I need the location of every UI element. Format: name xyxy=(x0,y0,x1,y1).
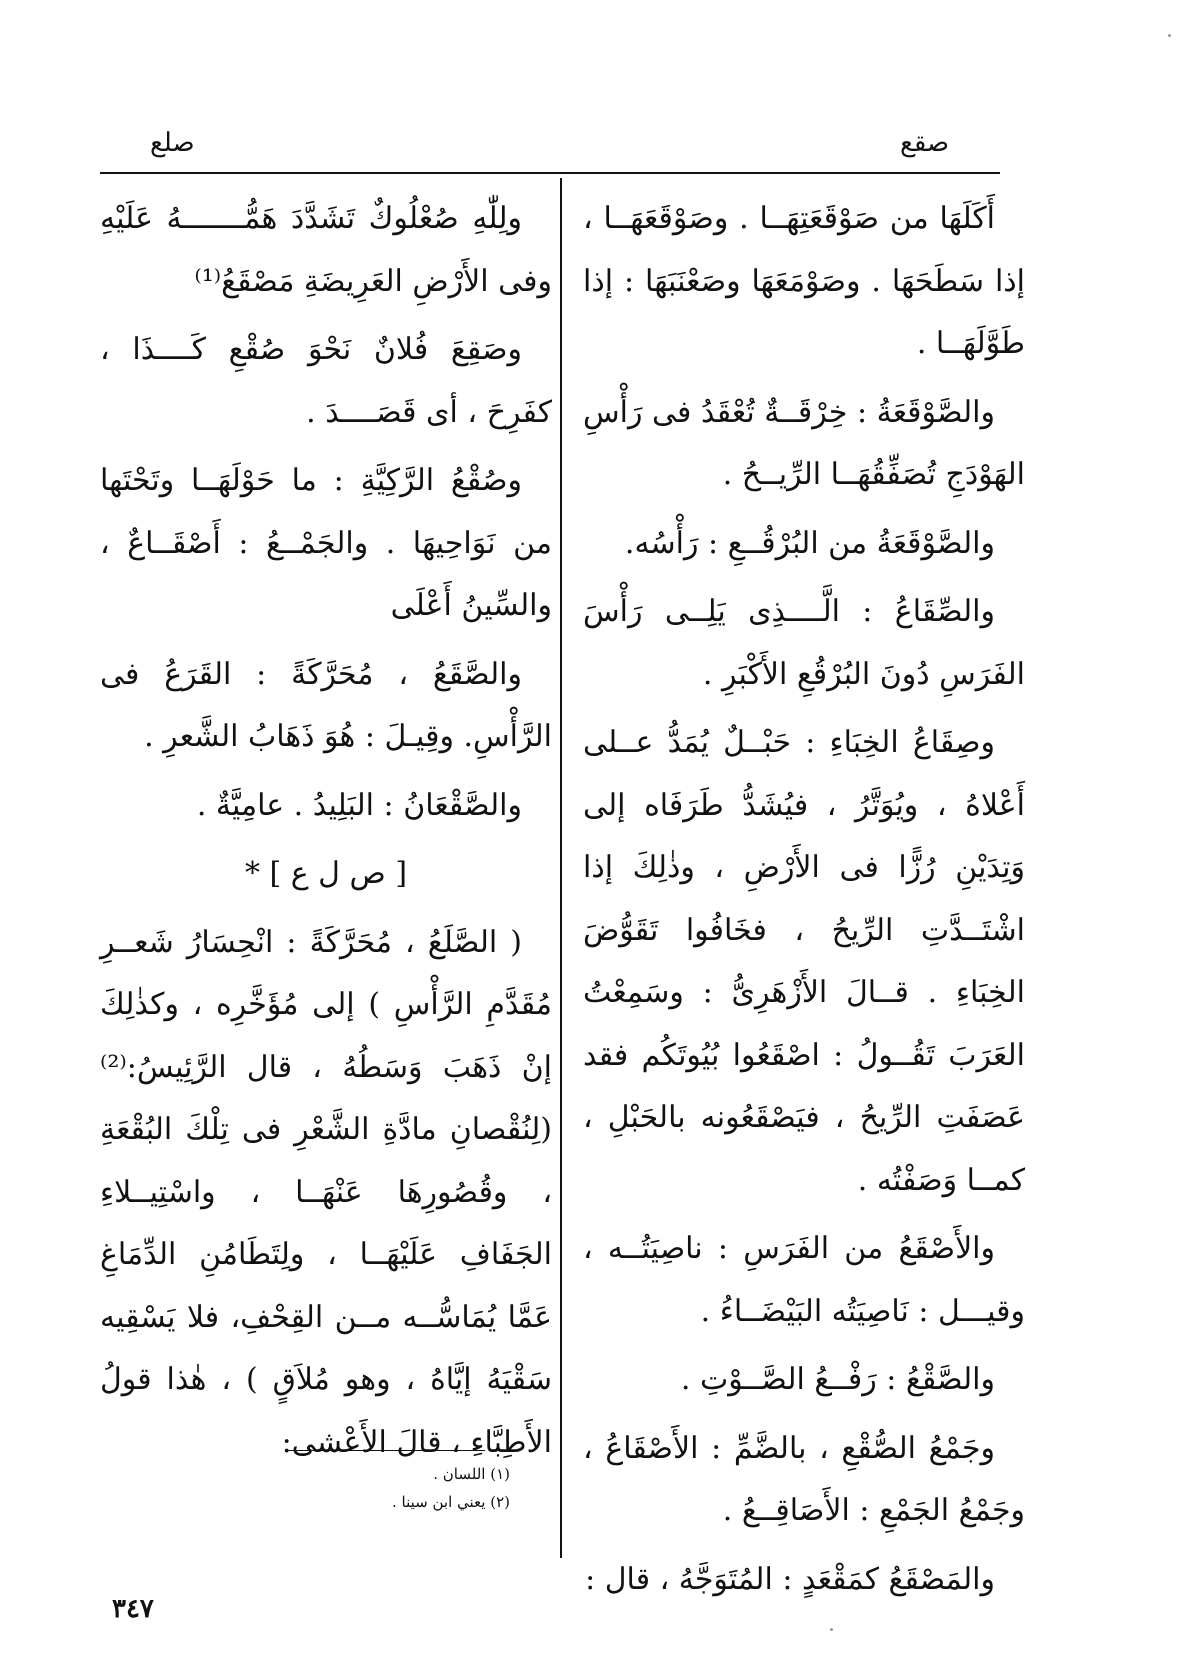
page-number: ٣٤٧ xyxy=(112,1594,154,1624)
right-paragraph: والمَصْقَعُ كمَقْعَدٍ : المُتَوَجَّهُ ، قال : xyxy=(585,1561,995,1597)
right-column xyxy=(583,188,1025,1617)
verse-line: ولِلّٰهِ صُعْلُوكٌ تَشَدَّدَ هَمُّـــــــهُ عَلَيْهِ وفى الأَرْضِ العَرِيضَةِ مَصْقَعُ⁽¹⁾ xyxy=(100,201,552,299)
left-paragraph: والصَّقْعَانُ : البَلِيدُ . عامِيَّةٌ . xyxy=(196,787,522,823)
right-paragraph: والصَّوْقَعَةُ : خِرْقَــةٌ تُعْقَدُ فى رَأْسِ الهَوْدَجِ تُصَفِّقُهَــا الرِّيــحُ . xyxy=(583,394,1025,492)
left-column xyxy=(100,188,552,1480)
right-paragraph: والصَّقْعُ : رَفْــعُ الصَّــوْتِ . xyxy=(680,1362,995,1397)
left-paragraph: ( الصَّلَعُ ، مُحَرَّكَةً : انْحِسَارُ شَعــرِ مُقَدَّمِ الرَّأْسِ ) إلى مُؤَخَّرِه ، وكذٰلِكَ إنْ ذَهَبَ وَسَطُهُ ، قال الرَّئِيسُ:⁽²⁾ (لِنُقْصانِ مادَّةِ الشَّعْرِ فى تِلْكَ البُقْعَةِ ، وقُصُورِهَا عَنْهَــا ، واسْتِيــلاءِ الجَفَافِ عَلَيْهَــا ، ولِتَطَامُنِ الدِّمَاغِ عَمَّا يُمَاسُّــه مــن القِحْفِ، فلا يَسْقِيه سَقْيَهُ إيَّاهُ ، وهو مُلاَقٍ ) ، هٰذا قولُ الأَطِبَّاءِ ، قالَ الأَعْشى: xyxy=(100,924,552,1460)
footnote: (١) اللسان . xyxy=(433,1465,510,1483)
footnotes xyxy=(250,1460,510,1516)
scan-speck xyxy=(830,1628,833,1631)
left-paragraph: والصَّقَعُ ، مُحَرَّكَةً : القَرَعُ فى الرَّأْسِ. وقِيـلَ : هُوَ ذَهَابُ الشَّعرِ . xyxy=(100,656,552,754)
right-paragraph: وصِقَاعُ الخِبَاءِ : حَبْــلٌ يُمَدُّ عــلى أَعْلاهُ ، ويُوَتَّرُ ، فيُشَدُّ طَرَفَاه إلى وَتِدَيْنِ رُزًّا فى الأَرْضِ ، وذٰلِكَ إذا اشْتَــدَّتِ الرِّيحُ ، فخَافُوا تَقَوُّضَ الخِبَاءِ . قــالَ الأَزْهَرِىُّ : وسَمِعْتُ العَرَبَ تَقُــولُ : اصْقَعُوا بُيُوتَكُم فقد عَصَفَتِ الرِّيحُ ، فيَصْقَعُونه بالحَبْلِ ، كمــا وَصَفْتُه . xyxy=(583,725,1025,1198)
entry-heading-root: [ ص ل ع ] * xyxy=(244,856,408,891)
header-rule xyxy=(100,172,1000,174)
right-paragraph: وجَمْعُ الصُّقْعِ ، بالضَّمِّ : الأَصْقَاعُ ، وجَمْعُ الجَمْعِ : الأَصَاقِــعُ . xyxy=(583,1430,1025,1528)
right-paragraph: والصَّوْقَعَةُ من البُرْقُــعِ : رَأْسُه. xyxy=(624,525,995,561)
left-paragraph: وصُقْعُ الرَّكِيَّةِ : ما حَوْلَهَــا وتَحْتَها من نَوَاحِيهَا . والجَمْــعُ : أَصْقَــاعٌ ، والسِّينُ أَعْلَى xyxy=(100,463,552,623)
right-paragraph: والأَصْقَعُ من الفَرَسِ : ناصِيَتُــه ، وقيـــل : نَاصِيَتُه البَيْضَــاءُ . xyxy=(583,1231,1025,1329)
footnote-rule xyxy=(285,1450,485,1451)
footnote: (٢) يعني ابن سينا . xyxy=(391,1493,510,1511)
left-paragraph: وصَقِعَ فُلانٌ نَحْوَ صُقْعِ كَــــذَا ، كفَرِحَ ، أى قَصَــــدَ . xyxy=(100,332,552,430)
scan-speck xyxy=(1168,34,1171,37)
header-keyword-left: صلع xyxy=(150,128,195,158)
column-divider xyxy=(560,178,562,1558)
right-paragraph: والصِّقَاعُ : الَّــــذِى يَلِــى رَأْسَ الفَرَسِ دُونَ البُرْقُعِ الأَكْبَرِ . xyxy=(583,594,1025,692)
header-keyword-right: صقع xyxy=(900,128,950,158)
right-paragraph: أَكَلَهَا من صَوْقَعَتِهَــا . وصَوْقَعَهَــا ، إذا سَطَحَهَا . وصَوْمَعَهَا وصَعْنَبَهَا : إذا طَوَّلَهَــا . xyxy=(583,201,1025,361)
